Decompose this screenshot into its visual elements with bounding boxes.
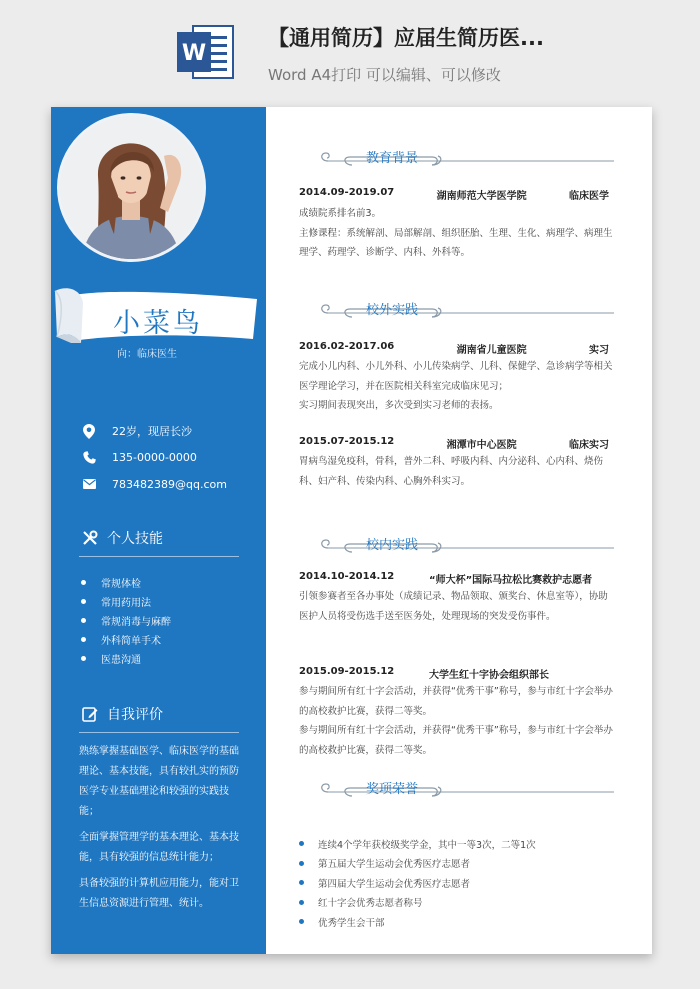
contact-phone: [81, 449, 197, 465]
bullet-icon: [81, 599, 86, 604]
edit-icon: [81, 705, 99, 723]
document-title: 【通用简历】应届生简历医...: [268, 26, 544, 50]
list-item: 常规消毒与麻醉: [81, 611, 171, 630]
entry-date: 2016.02-2017.06: [299, 341, 395, 352]
contact-location: [81, 423, 192, 439]
external-entry-header: [299, 341, 609, 356]
evaluation-paragraph: 全面掌握管理学的基本理论、基本技能，具有较强的信息统计能力；: [79, 832, 239, 863]
external-entry-text: 完成小儿内科、小儿外科、小儿传染病学、儿科、保健学、急诊病学等相关医学理论学习，并在医院相关科室完成临床见习； 实习期间表现突出，多次受到实习老师的表扬。: [299, 361, 613, 411]
entry-org: 大学生红十字协会组织部长: [429, 670, 549, 681]
bullet-icon: [81, 618, 86, 623]
list-item: 常用药用法: [81, 592, 171, 611]
internal-entry-header: [299, 666, 609, 681]
evaluation-paragraph: 具备较强的计算机应用能力，能对卫生信息资源进行管理、统计。: [79, 878, 239, 909]
list-item: 优秀学生会干部: [299, 912, 536, 932]
bullet-icon: [81, 656, 86, 661]
list-item: 第五届大学生运动会优秀医疗志愿者: [299, 854, 536, 874]
entry-role: 临床医学: [569, 191, 609, 202]
internal-entry-text: 引领参赛者至各办事处（成绩记录、物品领取、颁奖台、休息室等），协助医护人员将受伤选手送至医务处，处理现场的突发受伤事件。: [299, 591, 608, 622]
document-subtitle: Word A4打印 可以编辑、可以修改: [268, 66, 501, 84]
list-item: 连续4个学年获校级奖学金，其中一等3次，二等1次: [299, 834, 536, 854]
entry-org: 湖南省儿童医院: [456, 345, 527, 356]
entry-org: 湖南师范大学医学院: [436, 191, 527, 202]
bullet-icon: [299, 919, 304, 924]
entry-org: 湘潭市中心医院: [446, 440, 517, 451]
evaluation-title: 自我评价: [107, 707, 163, 723]
bullet-icon: [299, 841, 304, 846]
email-text: 783482389@qq.com: [112, 477, 227, 491]
entry-date: 2015.07-2015.12: [299, 436, 395, 447]
bullet-icon: [81, 637, 86, 642]
contact-email: [81, 476, 227, 492]
self-evaluation: [79, 742, 245, 920]
entry-role: 临床实习: [569, 440, 609, 451]
list-item: 外科简单手术: [81, 630, 171, 649]
job-intent: 向：临床医生: [117, 349, 177, 360]
list-item: 第四届大学生运动会优秀医疗志愿者: [299, 873, 536, 893]
word-icon: [175, 22, 237, 82]
skills-title: 个人技能: [107, 531, 163, 547]
list-item: 医患沟通: [81, 649, 171, 668]
external-heading: [314, 297, 614, 321]
internal-title: 校内实践: [365, 538, 418, 553]
resume-sidebar: [51, 107, 266, 954]
entry-date: 2014.10-2014.12: [299, 571, 395, 582]
education-heading: [314, 145, 614, 169]
svg-text:W: W: [181, 41, 207, 66]
entry-role: 实习: [589, 345, 609, 356]
external-entry-header: [299, 436, 609, 451]
entry-org: “师大杯”国际马拉松比赛救护志愿者: [429, 575, 593, 586]
bullet-icon: [299, 861, 304, 866]
list-item: 常规体检: [81, 573, 171, 592]
tools-icon: [81, 529, 99, 547]
document-header: [0, 0, 700, 100]
external-title: 校外实践: [365, 303, 418, 318]
education-entry-text: 成绩院系排名前3。 主修课程：系统解剖、局部解剖、组织胚胎、生理、生化、病理学、病理生理学、药理学、诊断学、内科、外科等。: [299, 208, 613, 258]
phone-icon: [81, 449, 97, 465]
education-entry-header: [299, 187, 609, 202]
candidate-name: 小菜鸟: [113, 308, 203, 339]
skills-list: [81, 573, 171, 668]
awards-heading: [314, 776, 614, 800]
list-item: 红十字会优秀志愿者称号: [299, 893, 536, 913]
external-entry-text: 胃病鸟湿免疫科，骨科，普外二科、呼吸内科、内分泌科、心内科、烧伤科、妇产科、传染内科、心胸外科实习。: [299, 456, 604, 487]
evaluation-paragraph: 熟练掌握基础医学、临床医学的基础理论、基本技能，具有较扎实的预防医学专业基础理论和较强的实践技能；: [79, 746, 239, 817]
entry-date: 2014.09-2019.07: [299, 187, 395, 198]
bullet-icon: [299, 900, 304, 905]
education-title: 教育背景: [365, 151, 418, 166]
mail-icon: [81, 476, 97, 492]
internal-entry-text: 参与期间所有红十字会活动，并获得“优秀干事”称号，参与市红十字会举办的高校救护比赛，获得二等奖。 参与期间所有红十字会活动，并获得“优秀干事”称号，参与市红十字会举办的高校救护比赛，获得二等奖。: [299, 686, 613, 756]
awards-title: 奖项荣誉: [365, 782, 418, 797]
resume-page: [51, 107, 652, 954]
awards-list: [299, 834, 536, 932]
internal-heading: [314, 532, 614, 556]
evaluation-heading: [81, 704, 163, 724]
phone-text: 135-0000-0000: [112, 450, 197, 464]
location-pin-icon: [81, 423, 97, 439]
entry-date: 2015.09-2015.12: [299, 666, 395, 677]
bullet-icon: [299, 880, 304, 885]
internal-entry-header: [299, 571, 609, 586]
skills-heading: [81, 528, 163, 548]
avatar: [57, 113, 206, 262]
skills-divider: [79, 556, 239, 557]
resume-main: [266, 107, 652, 954]
bullet-icon: [81, 580, 86, 585]
evaluation-divider: [79, 732, 239, 733]
age-location-text: 22岁，现居长沙: [112, 425, 192, 438]
